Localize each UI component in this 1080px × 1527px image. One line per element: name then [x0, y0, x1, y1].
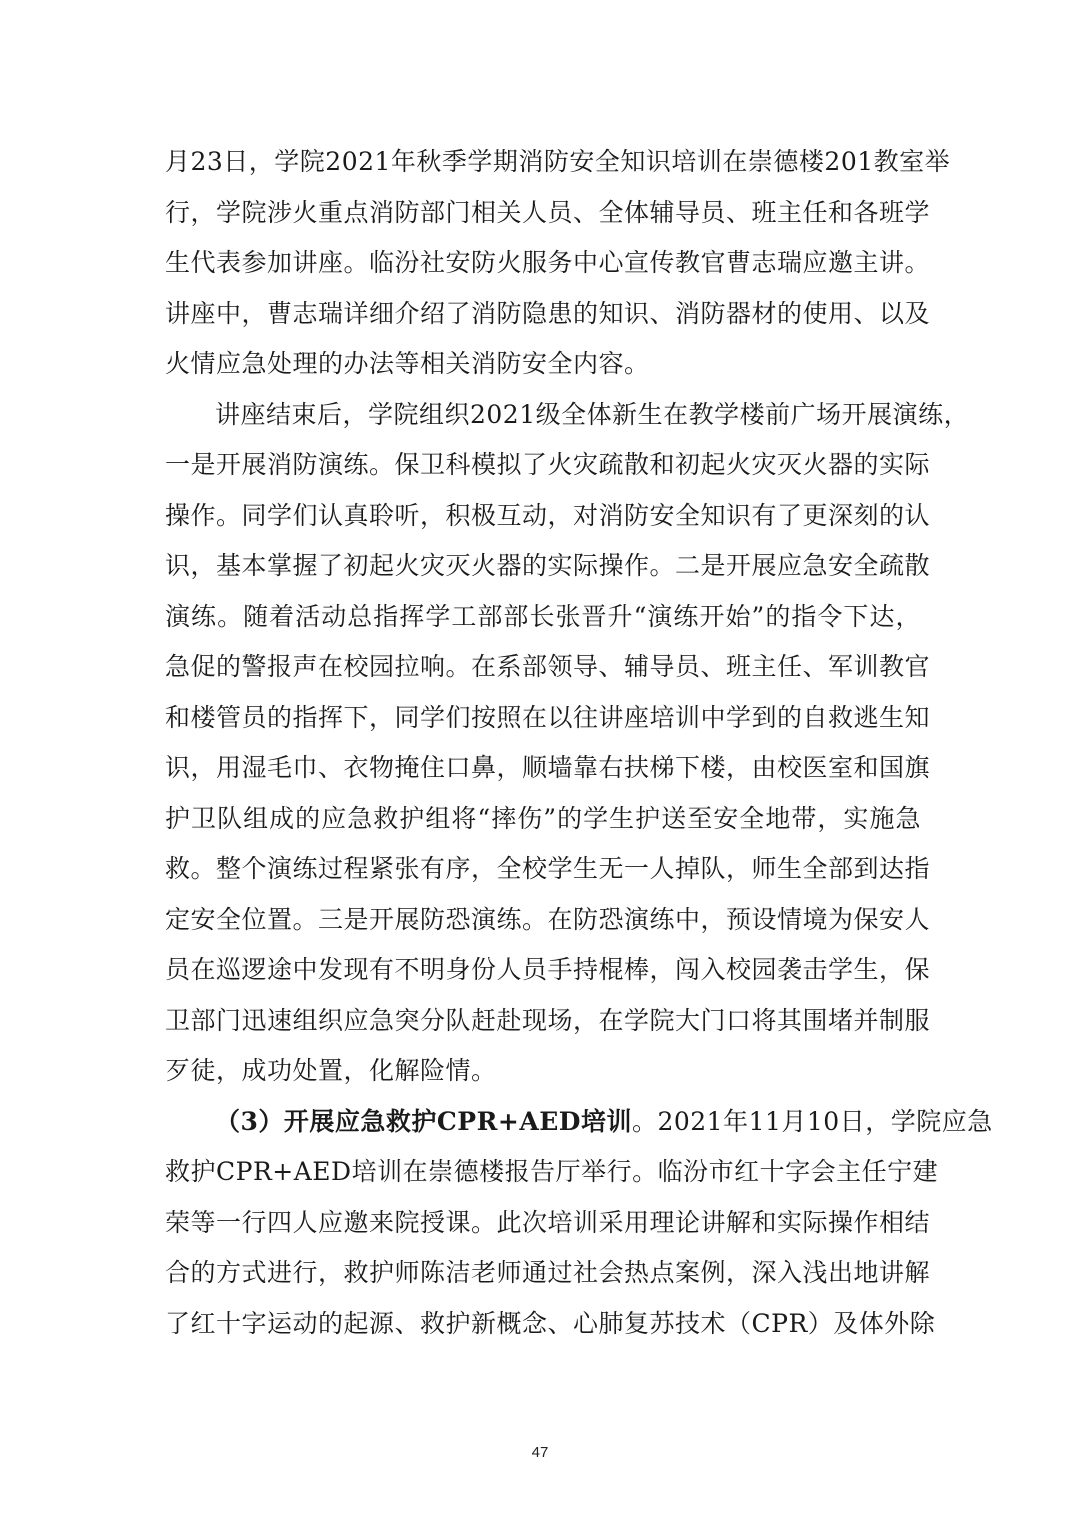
text-line: 讲座结束后，学院组织2021级全体新生在教学楼前广场开展演练， — [215, 399, 970, 429]
text-line: 卫部门迅速组织应急突分队赶赴现场，在学院大门口将其围堵并制服 — [165, 1005, 931, 1035]
text-line: 救护CPR+AED培训在崇德楼报告厅举行。临汾市红十字会主任宁建 — [165, 1157, 939, 1186]
text-line: 火情应急处理的办法等相关消防安全内容。 — [165, 349, 650, 378]
text-line: 员在巡逻途中发现有不明身份人员手持棍棒，闯入校园袭击学生，保 — [165, 955, 931, 984]
text-line: 歹徒，成功处置，化解险情。 — [165, 1056, 497, 1085]
section-heading: （3）开展应急救护CPR+AED培训 — [215, 1106, 632, 1136]
text-line: 了红十字运动的起源、救护新概念、心肺复苏技术（CPR）及体外除 — [165, 1308, 936, 1338]
text-line: 合的方式进行，救护师陈洁老师通过社会热点案例，深入浅出地讲解 — [165, 1258, 931, 1287]
text-line: 荣等一行四人应邀来院授课。此次培训采用理论讲解和实际操作相结 — [165, 1207, 931, 1237]
text-line: 一是开展消防演练。保卫科模拟了火灾疏散和初起火灾灭火器的实际 — [165, 450, 931, 479]
text-line: 救。整个演练过程紧张有序，全校学生无一人掉队，师生全部到达指 — [165, 854, 931, 883]
page-number: 47 — [531, 1444, 549, 1461]
text-line: 讲座中，曹志瑞详细介绍了消防隐患的知识、消防器材的使用、以及 — [165, 298, 931, 328]
text-line: 月23日，学院2021年秋季学期消防安全知识培训在崇德楼201教室举 — [165, 147, 951, 176]
text-line: 操作。同学们认真聆听，积极互动，对消防安全知识有了更深刻的认 — [165, 500, 931, 530]
section-heading-line — [165, 1097, 993, 1148]
text-line: 护卫队组成的应急救护组将“摔伤”的学生护送至安全地带，实施急 — [165, 803, 921, 833]
text-line: 和楼管员的指挥下，同学们按照在以往讲座培训中学到的自救逃生知 — [165, 702, 931, 732]
text-line: 急促的警报声在校园拉响。在系部领导、辅导员、班主任、军训教官 — [165, 652, 931, 681]
text-line: 识，用湿毛巾、衣物掩住口鼻，顺墙靠右扶梯下楼，由校医室和国旗 — [165, 753, 931, 782]
text-line: 行，学院涉火重点消防部门相关人员、全体辅导员、班主任和各班学 — [165, 197, 931, 227]
body-text — [165, 137, 993, 1349]
text-line: 定安全位置。三是开展防恐演练。在防恐演练中，预设情境为保安人 — [165, 904, 931, 934]
text-line: 演练。随着活动总指挥学工部部长张晋升“演练开始”的指令下达， — [165, 601, 921, 631]
text-line: 识，基本掌握了初起火灾灭火器的实际操作。二是开展应急安全疏散 — [165, 551, 931, 580]
text-line: 生代表参加讲座。临汾社安防火服务中心宣传教官曹志瑞应邀主讲。 — [165, 248, 931, 277]
section-heading-tail: 。2021年11月10日，学院应急 — [631, 1106, 993, 1136]
